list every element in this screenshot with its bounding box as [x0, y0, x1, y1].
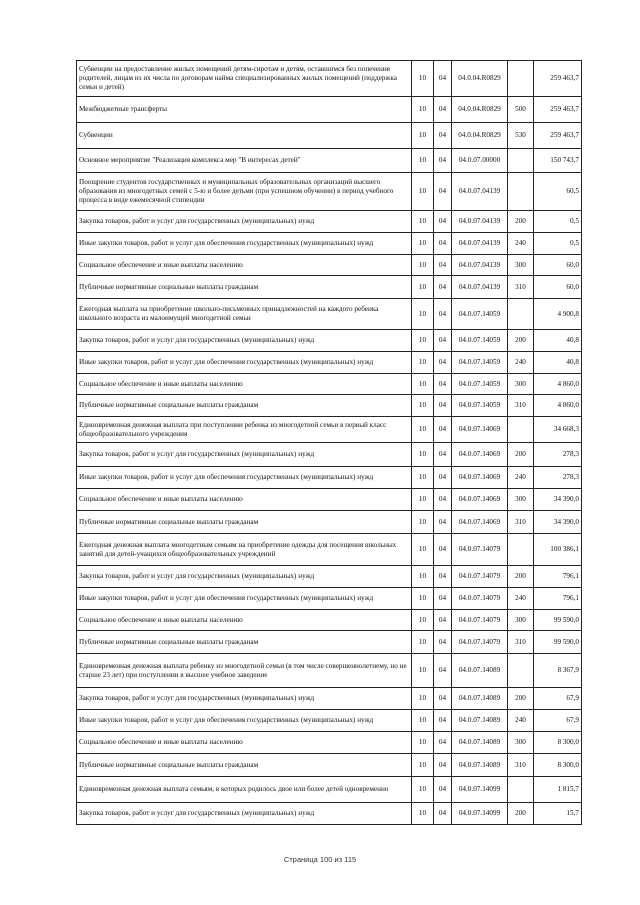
- budget-table-body: [77, 61, 582, 825]
- row-section: 10: [412, 534, 434, 566]
- row-section: 10: [412, 688, 434, 710]
- row-target-article: 04.0.07.14079: [452, 610, 508, 631]
- row-expense-type: 200: [508, 803, 534, 825]
- row-subsection: 04: [434, 374, 452, 395]
- row-expense-type: 300: [508, 489, 534, 511]
- row-target-article: 04.0.07.14069: [452, 489, 508, 511]
- row-expense-type: [508, 777, 534, 803]
- row-target-article: 04.0.07.14059: [452, 299, 508, 330]
- row-name: Ежегодная выплата на приобретение школьно-письменных принадлежностей на каждого ребенка школьного возраста из малоимущей многодетной семьи: [77, 299, 412, 330]
- row-subsection: 04: [434, 255, 452, 276]
- row-amount: 4 900,8: [534, 299, 582, 330]
- row-section: 10: [412, 754, 434, 777]
- row-section: 10: [412, 566, 434, 588]
- row-amount: 259 463,7: [534, 61, 582, 97]
- row-target-article: 04.0.07.04139: [452, 255, 508, 276]
- row-subsection: 04: [434, 688, 452, 710]
- row-section: 10: [412, 299, 434, 330]
- row-amount: 0,5: [534, 211, 582, 233]
- row-expense-type: [508, 149, 534, 173]
- row-amount: 60,0: [534, 255, 582, 276]
- row-target-article: 04.0.07.14059: [452, 374, 508, 395]
- table-row: [77, 732, 582, 754]
- table-row: [77, 255, 582, 276]
- table-row: [77, 467, 582, 489]
- row-target-article: 04.0.07.14099: [452, 803, 508, 825]
- row-amount: 34 668,3: [534, 417, 582, 443]
- table-row: [77, 754, 582, 777]
- row-subsection: 04: [434, 534, 452, 566]
- table-row: [77, 276, 582, 299]
- row-subsection: 04: [434, 511, 452, 534]
- row-name: Иные закупки товаров, работ и услуг для обеспечения государственных (муниципальных) нужд: [77, 233, 412, 255]
- row-subsection: 04: [434, 467, 452, 489]
- row-name: Ежегодная денежная выплата многодетным семьям на приобретение одежды для посещения школьных занятий для детей-учащихся общеобразовательных учреждений: [77, 534, 412, 566]
- row-subsection: 04: [434, 566, 452, 588]
- row-subsection: 04: [434, 631, 452, 654]
- row-name: Основное мероприятие "Реализация комплекса мер "В интересах детей": [77, 149, 412, 173]
- row-target-article: 04.0.07.04139: [452, 233, 508, 255]
- row-section: 10: [412, 97, 434, 123]
- row-name: Иные закупки товаров, работ и услуг для обеспечения государственных (муниципальных) нужд: [77, 710, 412, 732]
- row-target-article: 04.0.07.04139: [452, 276, 508, 299]
- row-expense-type: 200: [508, 211, 534, 233]
- row-subsection: 04: [434, 211, 452, 233]
- row-section: 10: [412, 710, 434, 732]
- row-amount: 8 300,0: [534, 732, 582, 754]
- row-subsection: 04: [434, 754, 452, 777]
- row-target-article: 04.0.07.14089: [452, 688, 508, 710]
- table-row: [77, 489, 582, 511]
- row-section: 10: [412, 417, 434, 443]
- row-section: 10: [412, 631, 434, 654]
- row-name: Публичные нормативные социальные выплаты гражданам: [77, 395, 412, 417]
- row-amount: 99 590,0: [534, 631, 582, 654]
- row-amount: 60,0: [534, 276, 582, 299]
- row-target-article: 04.0.07.14089: [452, 710, 508, 732]
- row-section: 10: [412, 123, 434, 149]
- table-row: [77, 417, 582, 443]
- row-expense-type: [508, 299, 534, 330]
- row-amount: 100 386,1: [534, 534, 582, 566]
- row-expense-type: 300: [508, 610, 534, 631]
- row-target-article: 04.0.07.14059: [452, 352, 508, 374]
- row-amount: 8 367,9: [534, 654, 582, 688]
- row-name: Публичные нормативные социальные выплаты гражданам: [77, 511, 412, 534]
- row-name: Иные закупки товаров, работ и услуг для обеспечения государственных (муниципальных) нужд: [77, 467, 412, 489]
- row-amount: 67,9: [534, 710, 582, 732]
- row-name: Закупка товаров, работ и услуг для государственных (муниципальных) нужд: [77, 443, 412, 467]
- row-expense-type: 200: [508, 330, 534, 352]
- row-expense-type: 200: [508, 443, 534, 467]
- table-row: [77, 330, 582, 352]
- table-row: [77, 149, 582, 173]
- row-target-article: 04.0.07.14069: [452, 443, 508, 467]
- table-row: [77, 352, 582, 374]
- row-name: Публичные нормативные социальные выплаты гражданам: [77, 631, 412, 654]
- row-section: 10: [412, 654, 434, 688]
- row-name: Единовременная денежная выплата семьям, в которых родилось двое или более детей одновременно: [77, 777, 412, 803]
- row-subsection: 04: [434, 710, 452, 732]
- row-section: 10: [412, 211, 434, 233]
- row-amount: 1 815,7: [534, 777, 582, 803]
- row-amount: 40,8: [534, 330, 582, 352]
- row-section: 10: [412, 173, 434, 211]
- page-number-footer: Страница 100 из 115: [283, 855, 357, 864]
- table-row: [77, 443, 582, 467]
- row-name: Социальное обеспечение и иные выплаты населению: [77, 374, 412, 395]
- row-amount: 99 590,0: [534, 610, 582, 631]
- row-expense-type: [508, 654, 534, 688]
- row-subsection: 04: [434, 654, 452, 688]
- table-row: [77, 395, 582, 417]
- table-row: [77, 610, 582, 631]
- row-expense-type: [508, 173, 534, 211]
- row-expense-type: 300: [508, 732, 534, 754]
- row-amount: 60,5: [534, 173, 582, 211]
- row-subsection: 04: [434, 610, 452, 631]
- row-expense-type: 200: [508, 688, 534, 710]
- row-amount: 4 860,0: [534, 374, 582, 395]
- row-subsection: 04: [434, 173, 452, 211]
- row-section: 10: [412, 511, 434, 534]
- row-target-article: 04.0.07.14069: [452, 511, 508, 534]
- row-subsection: 04: [434, 777, 452, 803]
- row-amount: 34 390,0: [534, 489, 582, 511]
- row-amount: 34 390,0: [534, 511, 582, 534]
- row-expense-type: 300: [508, 255, 534, 276]
- row-target-article: 04.0.07.14079: [452, 631, 508, 654]
- row-name: Единовременная денежная выплата ребенку из многодетной семьи (в том числе совершеннолетнему, но не старше 23 лет) при поступлении в высшее учебное заведение: [77, 654, 412, 688]
- row-amount: 40,8: [534, 352, 582, 374]
- row-name: Закупка товаров, работ и услуг для государственных (муниципальных) нужд: [77, 688, 412, 710]
- table-row: [77, 588, 582, 610]
- row-section: 10: [412, 443, 434, 467]
- row-name: Социальное обеспечение и иные выплаты населению: [77, 732, 412, 754]
- row-expense-type: 530: [508, 123, 534, 149]
- row-expense-type: 310: [508, 754, 534, 777]
- row-amount: 150 743,7: [534, 149, 582, 173]
- row-section: 10: [412, 276, 434, 299]
- row-expense-type: 240: [508, 710, 534, 732]
- row-amount: 15,7: [534, 803, 582, 825]
- table-row: [77, 777, 582, 803]
- row-target-article: 04.0.07.14079: [452, 566, 508, 588]
- table-row: [77, 631, 582, 654]
- row-target-article: 04.0.07.14079: [452, 588, 508, 610]
- row-subsection: 04: [434, 97, 452, 123]
- row-name: Публичные нормативные социальные выплаты гражданам: [77, 754, 412, 777]
- table-row: [77, 374, 582, 395]
- table-row: [77, 511, 582, 534]
- row-expense-type: 300: [508, 374, 534, 395]
- row-expense-type: 310: [508, 395, 534, 417]
- row-amount: 8 300,0: [534, 754, 582, 777]
- row-target-article: 04.0.04.R0829: [452, 61, 508, 97]
- row-name: Социальное обеспечение и иные выплаты населению: [77, 489, 412, 511]
- row-expense-type: [508, 417, 534, 443]
- row-target-article: 04.0.07.14079: [452, 534, 508, 566]
- row-target-article: 04.0.07.14059: [452, 330, 508, 352]
- row-amount: 278,3: [534, 443, 582, 467]
- row-name: Межбюджетные трансферты: [77, 97, 412, 123]
- row-subsection: 04: [434, 276, 452, 299]
- table-row: [77, 97, 582, 123]
- row-amount: 259 463,7: [534, 123, 582, 149]
- row-name: Единовременная денежная выплата при поступлении ребенка из многодетной семьи в первый класс общеобразовательного учреждения: [77, 417, 412, 443]
- row-subsection: 04: [434, 395, 452, 417]
- row-target-article: 04.0.07.14099: [452, 777, 508, 803]
- row-name: Публичные нормативные социальные выплаты гражданам: [77, 276, 412, 299]
- row-amount: 796,1: [534, 588, 582, 610]
- row-name: Иные закупки товаров, работ и услуг для обеспечения государственных (муниципальных) нужд: [77, 588, 412, 610]
- table-row: [77, 211, 582, 233]
- row-section: 10: [412, 610, 434, 631]
- table-row: [77, 61, 582, 97]
- row-name: Поощрение студентов государственных и муниципальных образовательных организаций высшего образования из многодетных семей с 5-ю и более детьми (при успешном обучении) в период учебного процесса в виде ежемесячной стипендии: [77, 173, 412, 211]
- row-subsection: 04: [434, 803, 452, 825]
- table-row: [77, 688, 582, 710]
- row-target-article: 04.0.07.14089: [452, 654, 508, 688]
- row-expense-type: 200: [508, 566, 534, 588]
- row-subsection: 04: [434, 588, 452, 610]
- table-row: [77, 173, 582, 211]
- row-target-article: 04.0.04.R0829: [452, 97, 508, 123]
- table-row: [77, 233, 582, 255]
- row-expense-type: 310: [508, 511, 534, 534]
- row-subsection: 04: [434, 330, 452, 352]
- row-section: 10: [412, 233, 434, 255]
- table-row: [77, 534, 582, 566]
- row-section: 10: [412, 395, 434, 417]
- row-name: Закупка товаров, работ и услуг для государственных (муниципальных) нужд: [77, 211, 412, 233]
- row-section: 10: [412, 374, 434, 395]
- row-amount: 67,9: [534, 688, 582, 710]
- table-row: [77, 654, 582, 688]
- row-amount: 796,1: [534, 566, 582, 588]
- row-subsection: 04: [434, 352, 452, 374]
- table-row: [77, 299, 582, 330]
- row-subsection: 04: [434, 299, 452, 330]
- row-section: 10: [412, 149, 434, 173]
- row-section: 10: [412, 61, 434, 97]
- row-target-article: 04.0.07.14069: [452, 417, 508, 443]
- row-name: Субвенции на предоставление жилых помещений детям-сиротам и детям, оставшимся без попечения родителей, лицам из их числа по договорам найма специализированных жилых помещений (поддержка семьи и детей): [77, 61, 412, 97]
- row-name: Субвенции: [77, 123, 412, 149]
- row-expense-type: 240: [508, 352, 534, 374]
- row-subsection: 04: [434, 443, 452, 467]
- row-target-article: 04.0.04.R0829: [452, 123, 508, 149]
- table-row: [77, 803, 582, 825]
- row-expense-type: 500: [508, 97, 534, 123]
- row-name: Закупка товаров, работ и услуг для государственных (муниципальных) нужд: [77, 803, 412, 825]
- row-name: Иные закупки товаров, работ и услуг для обеспечения государственных (муниципальных) нужд: [77, 352, 412, 374]
- row-target-article: 04.0.07.14089: [452, 732, 508, 754]
- row-section: 10: [412, 352, 434, 374]
- row-amount: 259 463,7: [534, 97, 582, 123]
- row-section: 10: [412, 467, 434, 489]
- row-subsection: 04: [434, 233, 452, 255]
- row-section: 10: [412, 330, 434, 352]
- row-subsection: 04: [434, 732, 452, 754]
- table-row: [77, 710, 582, 732]
- row-name: Закупка товаров, работ и услуг для государственных (муниципальных) нужд: [77, 330, 412, 352]
- row-expense-type: [508, 61, 534, 97]
- row-target-article: 04.0.07.04139: [452, 173, 508, 211]
- row-amount: 0,5: [534, 233, 582, 255]
- budget-table: [76, 60, 582, 825]
- row-amount: 4 860,0: [534, 395, 582, 417]
- row-section: 10: [412, 255, 434, 276]
- row-section: 10: [412, 803, 434, 825]
- table-row: [77, 123, 582, 149]
- row-expense-type: 240: [508, 233, 534, 255]
- row-expense-type: 240: [508, 588, 534, 610]
- row-subsection: 04: [434, 61, 452, 97]
- row-section: 10: [412, 732, 434, 754]
- row-target-article: 04.0.07.14089: [452, 754, 508, 777]
- table-row: [77, 566, 582, 588]
- row-target-article: 04.0.07.14069: [452, 467, 508, 489]
- row-target-article: 04.0.07.14059: [452, 395, 508, 417]
- row-section: 10: [412, 588, 434, 610]
- row-expense-type: 310: [508, 276, 534, 299]
- row-subsection: 04: [434, 149, 452, 173]
- row-name: Социальное обеспечение и иные выплаты населению: [77, 610, 412, 631]
- row-section: 10: [412, 777, 434, 803]
- row-expense-type: 310: [508, 631, 534, 654]
- row-name: Закупка товаров, работ и услуг для государственных (муниципальных) нужд: [77, 566, 412, 588]
- row-expense-type: [508, 534, 534, 566]
- row-target-article: 04.0.07.04139: [452, 211, 508, 233]
- row-target-article: 04.0.07.00000: [452, 149, 508, 173]
- row-subsection: 04: [434, 417, 452, 443]
- row-section: 10: [412, 489, 434, 511]
- row-name: Социальное обеспечение и иные выплаты населению: [77, 255, 412, 276]
- row-subsection: 04: [434, 123, 452, 149]
- row-amount: 278,3: [534, 467, 582, 489]
- row-subsection: 04: [434, 489, 452, 511]
- row-expense-type: 240: [508, 467, 534, 489]
